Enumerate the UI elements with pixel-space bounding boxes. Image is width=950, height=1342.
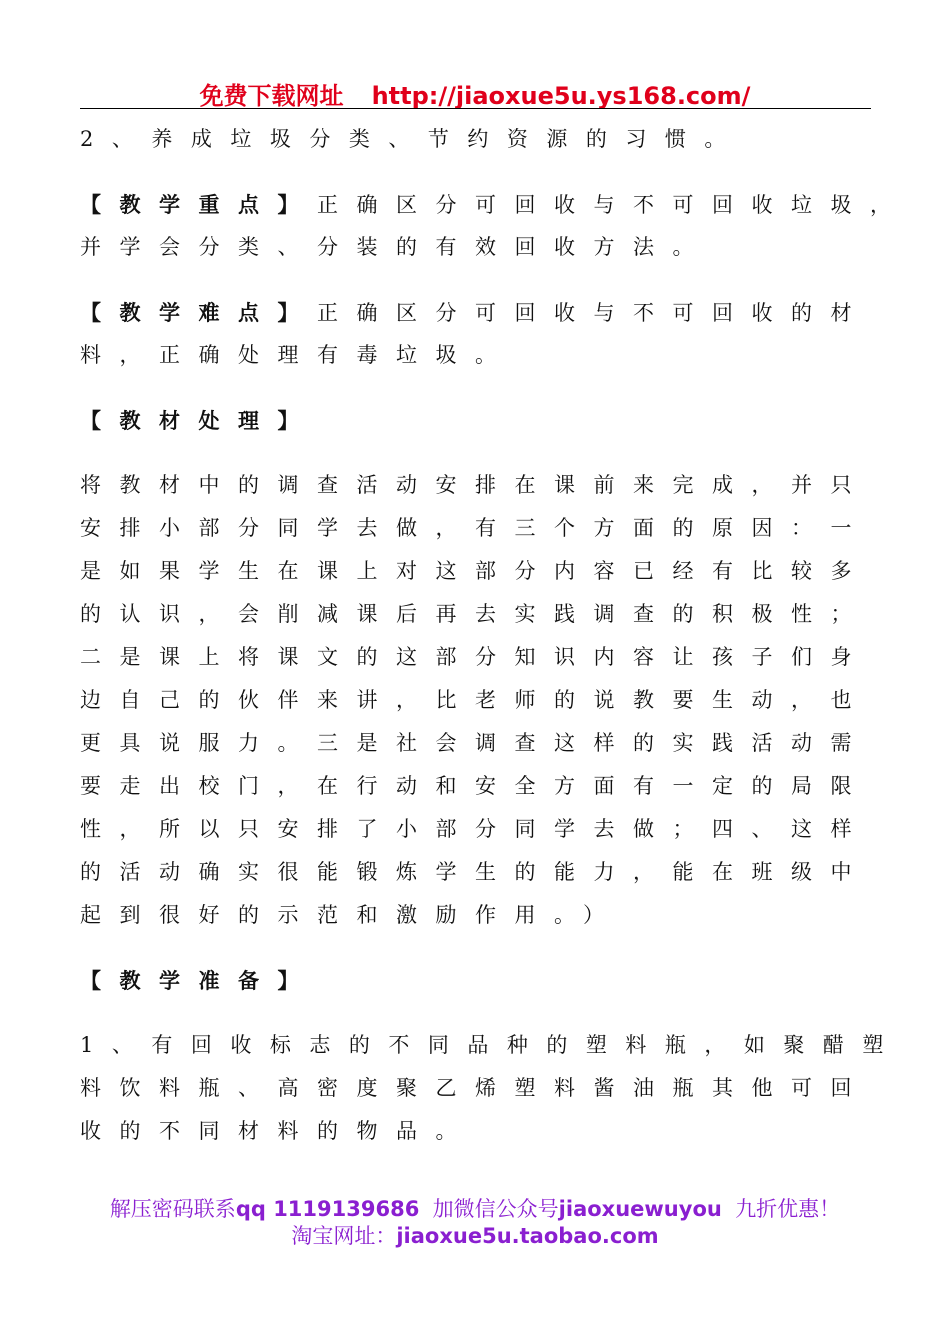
material-line-11: 起到很好的示范和激励作用。） bbox=[80, 903, 623, 927]
preparation-line-1: 1、有回收标志的不同品种的塑料瓶，如聚醋塑 bbox=[80, 1033, 902, 1057]
footer-wechat-id: jiaoxuewuyou bbox=[558, 1197, 722, 1221]
footer-line-1 bbox=[40, 1196, 910, 1223]
material-line-1: 将教材中的调查活动安排在课前来完成，并只 bbox=[80, 473, 870, 497]
goal-item-2: 2、养成垃圾分类、节约资源的习惯。 bbox=[80, 127, 744, 151]
footer-discount: 九折优惠！ bbox=[735, 1197, 841, 1221]
difficulties-line-1 bbox=[80, 291, 880, 334]
footer-taobao-link[interactable]: jiaoxue5u.taobao.com bbox=[396, 1224, 659, 1248]
footer-password-text: 解压密码联系 bbox=[109, 1197, 236, 1221]
footer-qq: qq 1119139686 bbox=[235, 1197, 420, 1221]
difficulties-line-2: 料，正确处理有毒垃圾。 bbox=[80, 343, 515, 367]
key-points-line-1 bbox=[80, 183, 910, 226]
document-body bbox=[80, 118, 910, 1153]
material-line-5: 二是课上将课文的这部分知识内容让孩子们身 bbox=[80, 645, 870, 669]
material-line-4: 的认识，会削减课后再去实践调查的积极性； bbox=[80, 602, 870, 626]
preparation-line-2: 料饮料瓶、高密度聚乙烯塑料酱油瓶其他可回 bbox=[80, 1076, 870, 1100]
footer-taobao-label: 淘宝网址： bbox=[291, 1224, 397, 1248]
download-banner bbox=[80, 76, 870, 110]
preparation-line-3: 收的不同材料的物品。 bbox=[80, 1119, 475, 1143]
key-points-heading: 【教学重点】 bbox=[80, 192, 317, 217]
key-points-text-1: 正确区分可回收与不可回收垃圾， bbox=[317, 193, 910, 217]
download-label: 免费下载网址 bbox=[199, 82, 344, 110]
contact-footer bbox=[40, 1196, 910, 1250]
footer-wechat-text: 加微信公众号 bbox=[432, 1197, 559, 1221]
material-line-7: 更具说服力。三是社会调查这样的实践活动需 bbox=[80, 731, 870, 755]
material-line-10: 的活动确实很能锻炼学生的能力，能在班级中 bbox=[80, 860, 870, 884]
footer-line-2 bbox=[40, 1223, 910, 1250]
preparation-heading: 【教学准备】 bbox=[80, 968, 317, 993]
difficulties-heading: 【教学难点】 bbox=[80, 300, 317, 325]
key-points-line-2: 并学会分类、分装的有效回收方法。 bbox=[80, 235, 712, 259]
material-line-2: 安排小部分同学去做，有三个方面的原因：一 bbox=[80, 516, 870, 540]
material-heading: 【教材处理】 bbox=[80, 408, 317, 433]
material-line-6: 边自己的伙伴来讲，比老师的说教要生动，也 bbox=[80, 688, 870, 712]
material-line-9: 性，所以只安排了小部分同学去做；四、这样 bbox=[80, 817, 870, 841]
download-link[interactable]: http://jiaoxue5u.ys168.com/ bbox=[371, 82, 751, 110]
material-line-8: 要走出校门，在行动和安全方面有一定的局限 bbox=[80, 774, 870, 798]
header-divider bbox=[80, 108, 871, 109]
material-line-3: 是如果学生在课上对这部分内容已经有比较多 bbox=[80, 559, 870, 583]
difficulties-text-1: 正确区分可回收与不可回收的材 bbox=[317, 301, 870, 325]
